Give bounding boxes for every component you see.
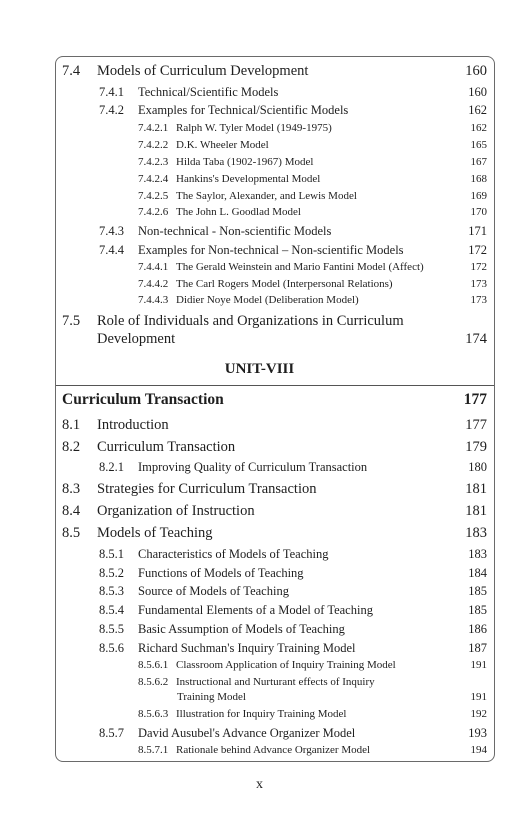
toc-entry-number: 7.4.2.4 [138,173,169,185]
toc-entry-title: Illustration for Inquiry Training Model [176,708,347,720]
toc-entry [0,744,519,762]
toc-entry [0,439,519,457]
toc-entry-page: 160 [468,85,487,99]
toc-entry-title: Strategies for Curriculum Transaction [97,481,317,497]
toc-entry-page: 184 [468,566,487,580]
page-footer-number: x [256,777,263,792]
toc-entry [0,622,519,640]
toc-entry-title: Role of Individuals and Organizations in Curriculum [97,313,404,329]
toc-entry-title: Basic Assumption of Models of Teaching [138,622,345,636]
toc-entry-title: The Saylor, Alexander, and Lewis Model [176,190,357,202]
toc-entry-number: 8.3 [62,481,81,497]
toc-entry [0,726,519,744]
toc-entry-number: 8.5.6.1 [138,659,169,671]
toc-entry-page: 191 [470,691,487,703]
toc-entry [0,261,519,279]
toc-entry [0,566,519,584]
toc-entry [0,173,519,191]
toc-entry-title: The John L. Goodlad Model [176,206,301,218]
toc-entry-page: 191 [470,659,487,671]
toc-entry-page: 160 [465,63,487,79]
toc-entry-title: Improving Quality of Curriculum Transaction [138,460,368,474]
toc-entry [0,122,519,140]
toc-entry [0,525,519,543]
toc-entry-page: 162 [470,122,487,134]
toc-entry-page: 170 [470,206,487,218]
toc-entry-page: 173 [470,294,487,306]
toc-entry-number: 7.4.4.3 [138,294,169,306]
toc-entry-number: 7.4.4.1 [138,261,169,273]
section-heading-page: 177 [463,391,487,408]
toc-entry-number: 8.5.6.2 [138,676,169,688]
toc-entry-title: Characteristics of Models of Teaching [138,547,329,561]
toc-entry-number: 7.4.2.6 [138,206,169,218]
toc-entry [0,224,519,242]
toc-entry-number: 8.5.4 [99,603,124,617]
toc-entry-page: 187 [468,641,487,655]
toc-entry-page: 173 [470,278,487,290]
toc-entry-number: 7.4.2.5 [138,190,169,202]
toc-entry-page: 179 [465,439,487,455]
toc-entry-page: 165 [470,139,487,151]
toc-entry-number: 7.4.2.1 [138,122,169,134]
toc-entry-title: David Ausubel's Advance Organizer Model [138,726,356,740]
toc-entry-page: 181 [465,503,487,519]
toc-entry [0,85,519,103]
toc-entry-number: 7.4 [62,63,81,79]
toc-entry-title: Richard Suchman's Inquiry Training Model [138,641,356,655]
toc-entry [0,503,519,521]
toc-entry-page: 193 [468,726,487,740]
toc-entry-number: 8.5.6 [99,641,124,655]
toc-entry-title: Rationale behind Advance Organizer Model [176,744,371,756]
toc-entry-title: Introduction [97,417,169,433]
toc-entry-title: Classroom Application of Inquiry Training Model [176,659,396,671]
toc-entry-title: Source of Models of Teaching [138,584,289,598]
toc-entry-title: Functions of Models of Teaching [138,566,304,580]
toc-entry [0,156,519,174]
toc-entry [0,417,519,435]
toc-entry-page: 192 [470,708,487,720]
toc-entry-title: Ralph W. Tyler Model (1949-1975) [176,122,332,134]
toc-entry-title: Didier Noye Model (Deliberation Model) [176,294,359,306]
toc-entry-page: 186 [468,622,487,636]
toc-entry [0,641,519,659]
toc-entry-number: 8.5.1 [99,547,124,561]
section-heading-title: Curriculum Transaction [62,391,224,408]
toc-entry-title: Hankins's Developmental Model [176,173,321,185]
toc-entry-page: 183 [468,547,487,561]
toc-entry [0,481,519,499]
toc-entry-number: 8.1 [62,417,81,433]
toc-entry-number: 8.5.7 [99,726,124,740]
toc-entry-title: Models of Teaching [97,525,213,541]
toc-entry-page: 167 [470,156,487,168]
toc-entry-number: 8.2.1 [99,460,124,474]
toc-entry-page: 172 [468,243,487,257]
toc-entry-title: Fundamental Elements of a Model of Teaching [138,603,373,617]
unit-rule [56,385,494,386]
toc-entry-page: 194 [470,744,487,756]
toc-entry [0,331,519,349]
toc-entry-title: Development [97,331,176,347]
toc-entry [0,708,519,726]
toc-entry-title: Examples for Non-technical – Non-scientific Models [138,243,404,257]
toc-entry-page: 168 [470,173,487,185]
toc-entry-page: 162 [468,103,487,117]
toc-entry [0,103,519,121]
toc-entry-title: D.K. Wheeler Model [176,139,269,151]
toc-entry [0,603,519,621]
toc-entry [0,294,519,312]
toc-entry-page: 169 [470,190,487,202]
toc-entry-number: 8.5.2 [99,566,124,580]
toc-entry-number: 8.5.3 [99,584,124,598]
toc-entry-title: The Carl Rogers Model (Interpersonal Relations) [176,278,393,290]
toc-entry-page: 181 [465,481,487,497]
toc-entry [0,659,519,677]
toc-entry-title: Technical/Scientific Models [138,85,279,99]
unit-heading: UNIT-VIII [224,361,295,377]
toc-entry [0,547,519,565]
toc-entry-title: Non-technical - Non-scientific Models [138,224,332,238]
toc-entry-page: 174 [465,331,487,347]
toc-entry-number: 7.4.4.2 [138,278,169,290]
toc-entry-number: 8.5.6.3 [138,708,169,720]
toc-entry-number: 7.4.1 [99,85,124,99]
toc-entry-number: 8.5 [62,525,81,541]
toc-entry-page: 172 [470,261,487,273]
toc-entry-number: 8.5.5 [99,622,124,636]
toc-entry [0,460,519,478]
toc-entry-number: 7.5 [62,313,81,329]
toc-entry-number: 7.4.2 [99,103,124,117]
toc-entry-page: 185 [468,603,487,617]
toc-entry-page: 171 [468,224,487,238]
toc-entry [0,139,519,157]
toc-entry-title: Instructional and Nurturant effects of Inquiry [176,676,375,688]
toc-entry-title: Models of Curriculum Development [97,63,309,79]
toc-entry-number: 7.4.2.2 [138,139,169,151]
toc-entry-title: Training Model [177,691,246,703]
section-heading [0,391,519,411]
toc-entry-number: 7.4.3 [99,224,124,238]
toc-entry [0,206,519,224]
toc-entry-number: 7.4.2.3 [138,156,169,168]
toc-entry-number: 8.5.7.1 [138,744,169,756]
toc-entry [0,243,519,261]
toc-entry-number: 7.4.4 [99,243,124,257]
toc-entry [0,63,519,81]
toc-entry-title: Hilda Taba (1902-1967) Model [176,156,314,168]
toc-entry [0,584,519,602]
toc-entry-number: 8.2 [62,439,81,455]
toc-entry-page: 177 [465,417,487,433]
toc-entry-title: Curriculum Transaction [97,439,236,455]
toc-entry-title: Examples for Technical/Scientific Models [138,103,349,117]
toc-entry-page: 183 [465,525,487,541]
toc-entry-title: The Gerald Weinstein and Mario Fantini Model (Affect) [176,261,424,273]
toc-entry [0,691,519,709]
toc-entry-page: 180 [468,460,487,474]
toc-entry-number: 8.4 [62,503,81,519]
toc-entry-title: Organization of Instruction [97,503,255,519]
toc-entry-page: 185 [468,584,487,598]
toc-entry [0,313,519,331]
